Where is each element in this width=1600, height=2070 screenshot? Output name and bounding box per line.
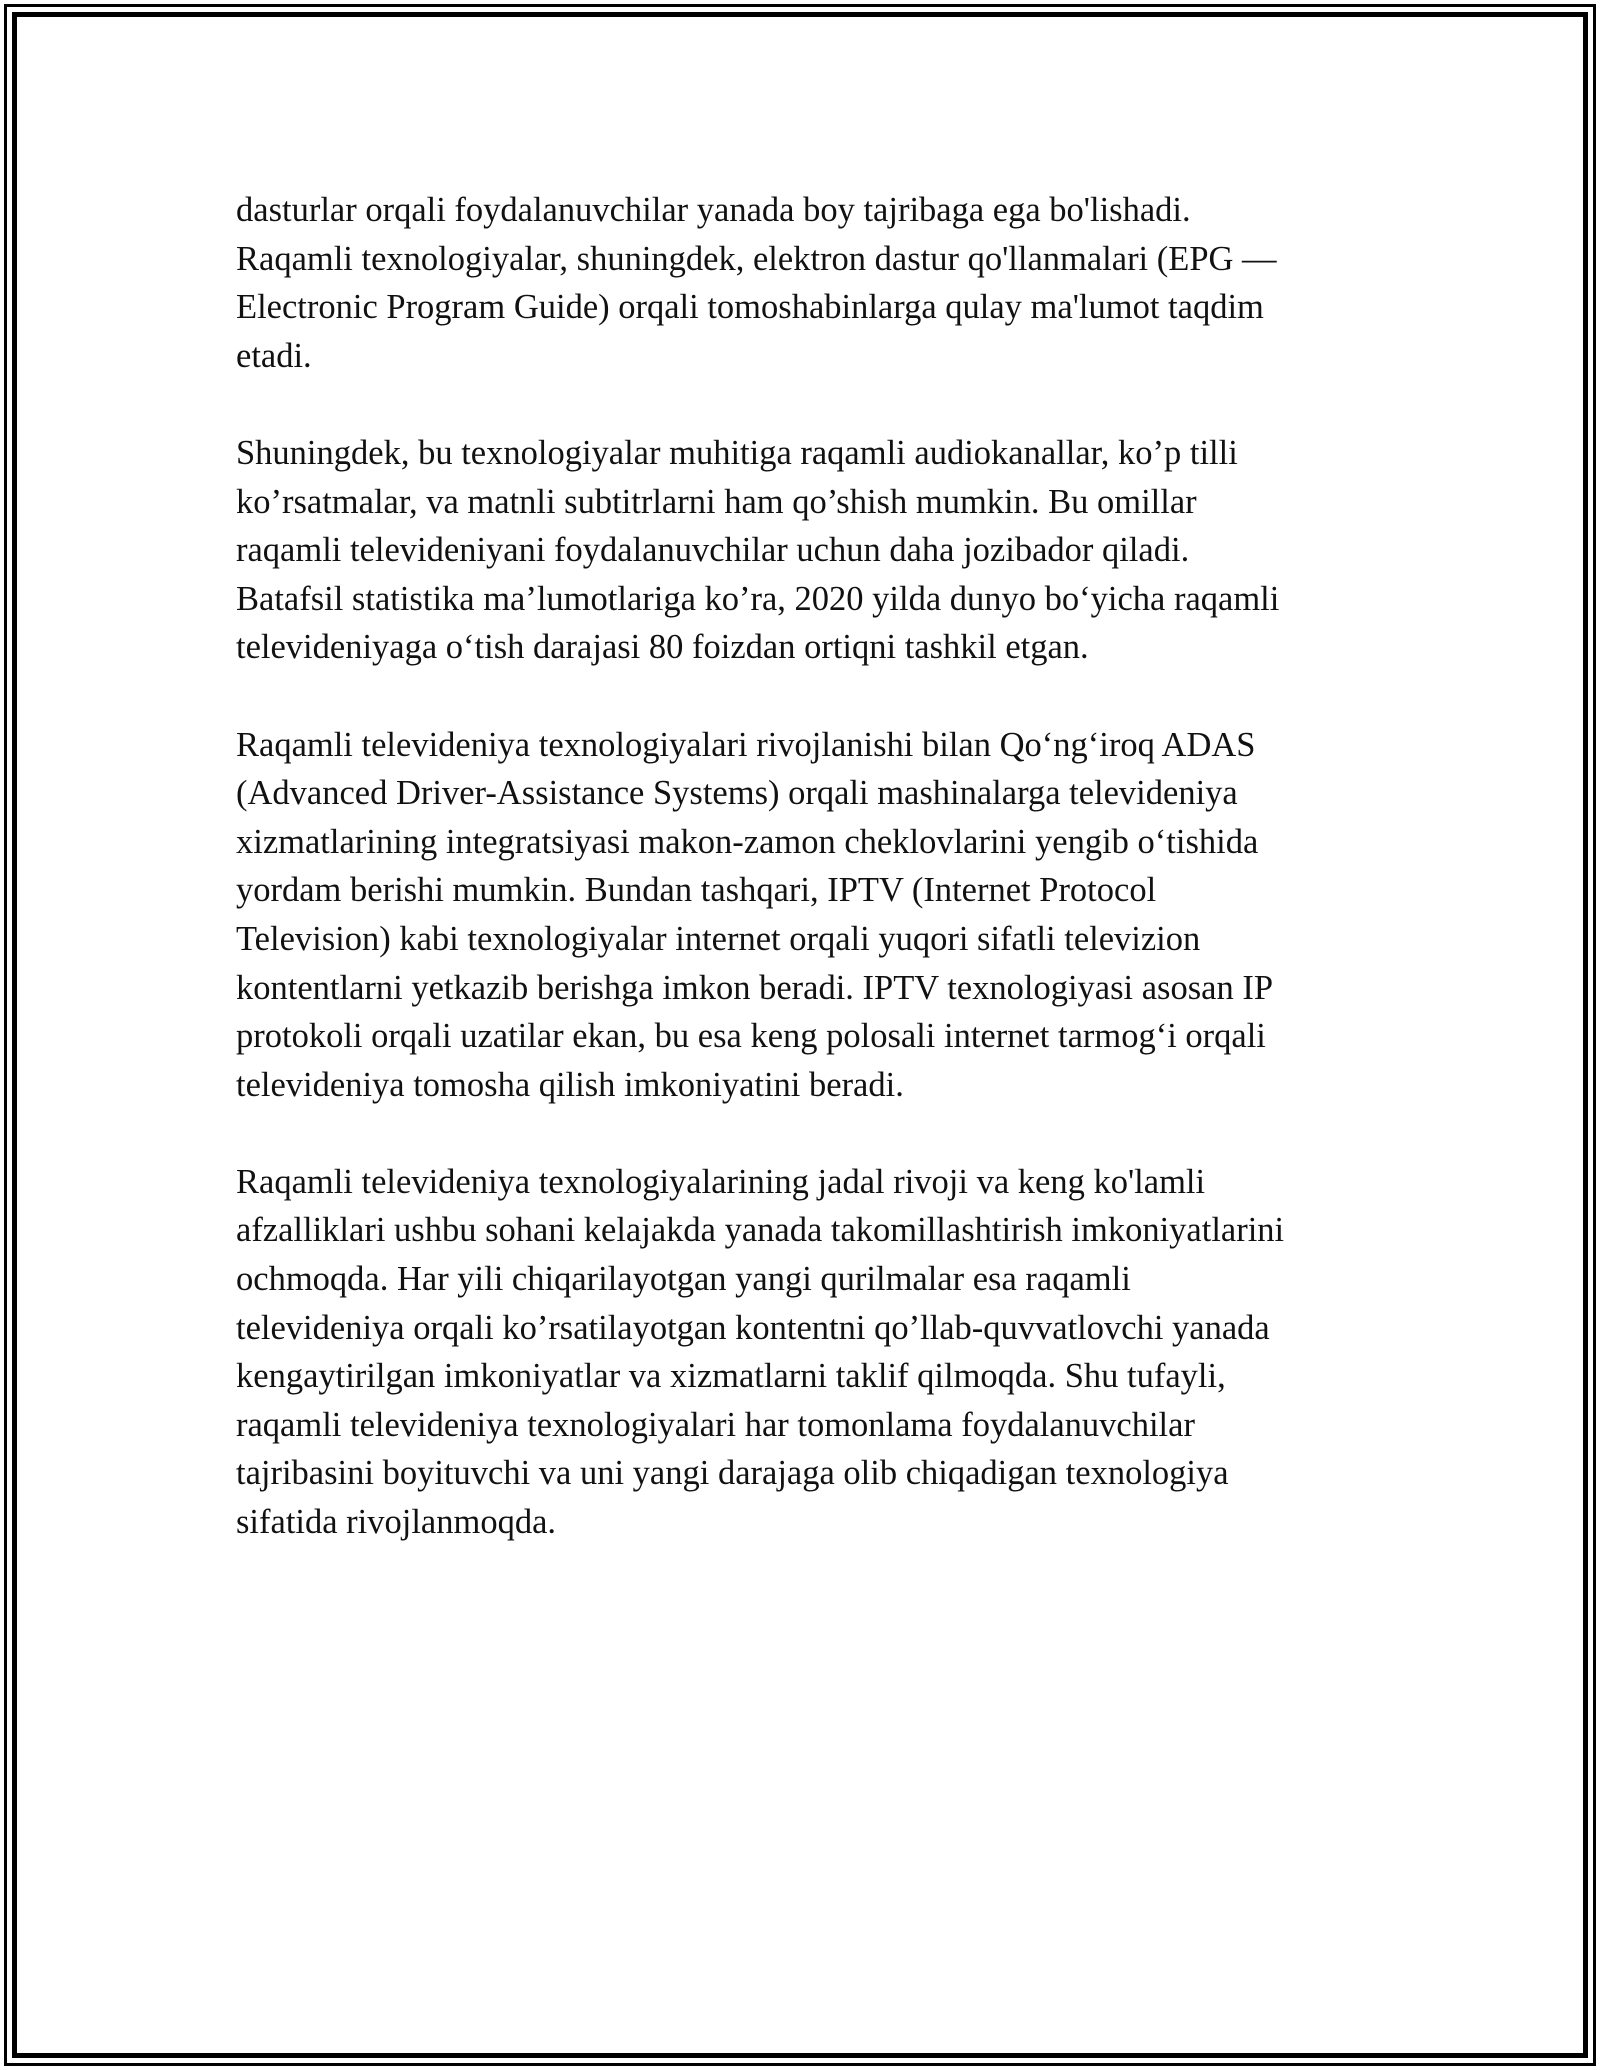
text-line: Raqamli texnologiyalar, shuningdek, elektron dastur qo'llanmalari (EPG —: [236, 239, 1277, 278]
text-line: kengaytirilgan imkoniyatlar va xizmatlarni taklif qilmoqda. Shu tufayli,: [236, 1357, 1226, 1396]
text-line: tajribasini boyituvchi va uni yangi darajaga olib chiqadigan texnologiya: [236, 1454, 1229, 1493]
text-line: kontentlarni yetkazib berishga imkon beradi. IPTV texnologiyasi asosan IP: [236, 968, 1274, 1007]
text-line: dasturlar orqali foydalanuvchilar yanada boy tajribaga ega bo'lishadi.: [236, 191, 1191, 229]
text-line: Television) kabi texnologiyalar internet orqali yuqori sifatli televizion: [236, 919, 1201, 958]
text-line: etadi.: [236, 336, 312, 375]
text-line: ko’rsatmalar, va matnli subtitrlarni ham qo’shish mumkin. Bu omillar: [236, 482, 1197, 521]
text-line: televideniya tomosha qilish imkoniyatini beradi.: [236, 1065, 904, 1104]
text-line: afzalliklari ushbu sohani kelajakda yanada takomillashtirish imkoniyatlarini: [236, 1211, 1285, 1250]
paragraph: [236, 429, 1366, 672]
text-line: xizmatlarining integratsiyasi makon-zamon cheklovlarini yengib o‘tishida: [236, 822, 1259, 861]
paragraph: [236, 721, 1366, 1110]
text-line: (Advanced Driver-Assistance Systems) orqali mashinalarga televideniya: [236, 774, 1238, 813]
text-line: Electronic Program Guide) orqali tomoshabinlarga qulay ma'lumot taqdim: [236, 288, 1264, 327]
text-line: protokoli orqali uzatilar ekan, bu esa keng polosali internet tarmog‘i orqali: [236, 1017, 1266, 1056]
text-line: Batafsil statistika ma’lumotlariga ko’ra, 2020 yilda dunyo bo‘yicha raqamli: [236, 579, 1280, 618]
text-line: Shuningdek, bu texnologiyalar muhitiga raqamli audiokanallar, ko’p tilli: [236, 433, 1238, 472]
paragraph: [236, 186, 1366, 380]
text-line: Raqamli televideniya texnologiyalari rivojlanishi bilan Qo‘ng‘iroq ADAS: [236, 725, 1256, 764]
text-line: televideniya orqali ko’rsatilayotgan kontentni qo’llab-quvvatlovchi yanada: [236, 1308, 1270, 1347]
text-line: televideniyaga o‘tish darajasi 80 foizdan ortiqni tashkil etgan.: [236, 628, 1089, 667]
page-content: [236, 186, 1366, 1595]
text-line: yordam berishi mumkin. Bundan tashqari, IPTV (Internet Protocol: [236, 871, 1157, 910]
text-line: Raqamli televideniya texnologiyalarining jadal rivoji va keng ko'lamli: [236, 1162, 1206, 1201]
text-line: raqamli televideniyani foydalanuvchilar uchun daha jozibador qiladi.: [236, 531, 1190, 570]
text-line: sifatida rivojlanmoqda.: [236, 1503, 557, 1542]
text-line: ochmoqda. Har yili chiqarilayotgan yangi qurilmalar esa raqamli: [236, 1260, 1131, 1299]
paragraph: [236, 1158, 1366, 1547]
text-line: raqamli televideniya texnologiyalari har tomonlama foydalanuvchilar: [236, 1405, 1195, 1444]
